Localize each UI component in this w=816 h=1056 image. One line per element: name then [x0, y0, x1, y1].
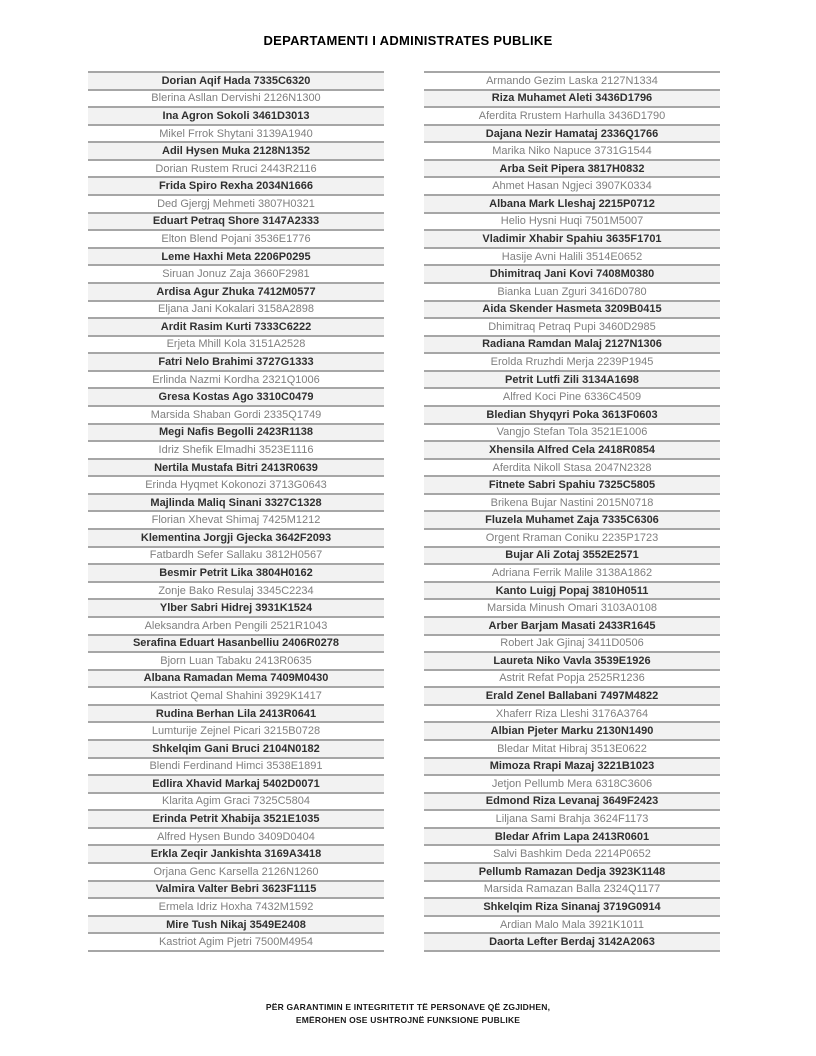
table-row: Vladimir Xhabir Spahiu 3635F1701 [424, 231, 720, 249]
table-row: Mikel Frrok Shytani 3139A1940 [88, 126, 384, 144]
table-row: Ardisa Agur Zhuka 7412M0577 [88, 284, 384, 302]
table-row: Ardian Malo Mala 3921K1011 [424, 917, 720, 935]
table-row: Helio Hysni Huqi 7501M5007 [424, 214, 720, 232]
table-row: Dhimitraq Jani Kovi 7408M0380 [424, 266, 720, 284]
table-row: Kastriot Agim Pjetri 7500M4954 [88, 934, 384, 952]
table-row: Eduart Petraq Shore 3147A2333 [88, 214, 384, 232]
table-row: Ahmet Hasan Ngjeci 3907K0334 [424, 178, 720, 196]
table-row: Erinda Petrit Xhabija 3521E1035 [88, 811, 384, 829]
table-row: Fitnete Sabri Spahiu 7325C5805 [424, 477, 720, 495]
table-row: Arba Seit Pipera 3817H0832 [424, 161, 720, 179]
table-row: Frida Spiro Rexha 2034N1666 [88, 178, 384, 196]
table-row: Majlinda Maliq Sinani 3327C1328 [88, 495, 384, 513]
table-row: Xhensila Alfred Cela 2418R0854 [424, 442, 720, 460]
table-row: Armando Gezim Laska 2127N1334 [424, 73, 720, 91]
table-row: Fatbardh Sefer Sallaku 3812H0567 [88, 548, 384, 566]
table-row: Valmira Valter Bebri 3623F1115 [88, 882, 384, 900]
footer-line-1: PËR GARANTIMIN E INTEGRITETIT TË PERSONAVE QË ZGJIDHEN, [265, 1002, 551, 1012]
table-row: Zonje Bako Resulaj 3345C2234 [88, 583, 384, 601]
table-row: Robert Jak Gjinaj 3411D0506 [424, 636, 720, 654]
table-row: Siruan Jonuz Zaja 3660F2981 [88, 266, 384, 284]
table-row: Erlinda Nazmi Kordha 2321Q1006 [88, 372, 384, 390]
table-row: Shkelqim Riza Sinanaj 3719G0914 [424, 899, 720, 917]
table-row: Klarita Agim Graci 7325C5804 [88, 794, 384, 812]
table-row: Mimoza Rrapi Mazaj 3221B1023 [424, 759, 720, 777]
table-row: Marsida Minush Omari 3103A0108 [424, 600, 720, 618]
left-name-column [88, 71, 384, 952]
table-row: Besmir Petrit Lika 3804H0162 [88, 565, 384, 583]
table-row: Marsida Ramazan Balla 2324Q1177 [424, 882, 720, 900]
table-row: Bjorn Luan Tabaku 2413R0635 [88, 653, 384, 671]
table-row: Albian Pjeter Marku 2130N1490 [424, 723, 720, 741]
table-row: Edlira Xhavid Markaj 5402D0071 [88, 776, 384, 794]
table-row: Aida Skender Hasmeta 3209B0415 [424, 302, 720, 320]
table-row: Serafina Eduart Hasanbelliu 2406R0278 [88, 636, 384, 654]
table-row: Leme Haxhi Meta 2206P0295 [88, 249, 384, 267]
table-row: Albana Mark Lleshaj 2215P0712 [424, 196, 720, 214]
table-row: Aferdita Nikoll Stasa 2047N2328 [424, 460, 720, 478]
table-row: Florian Xhevat Shimaj 7425M1212 [88, 512, 384, 530]
table-row: Xhaferr Riza Lleshi 3176A3764 [424, 706, 720, 724]
table-row: Liljana Sami Brahja 3624F1173 [424, 811, 720, 829]
table-row: Elton Blend Pojani 3536E1776 [88, 231, 384, 249]
table-row: Erinda Hyqmet Kokonozi 3713G0643 [88, 477, 384, 495]
table-row: Aferdita Rrustem Harhulla 3436D1790 [424, 108, 720, 126]
table-row: Orgent Rraman Coniku 2235P1723 [424, 530, 720, 548]
table-row: Shkelqim Gani Bruci 2104N0182 [88, 741, 384, 759]
table-row: Ina Agron Sokoli 3461D3013 [88, 108, 384, 126]
table-row: Erjeta Mhill Kola 3151A2528 [88, 337, 384, 355]
table-row: Petrit Lutfi Zili 3134A1698 [424, 372, 720, 390]
table-row: Astrit Refat Popja 2525R1236 [424, 671, 720, 689]
table-row: Eljana Jani Kokalari 3158A2898 [88, 302, 384, 320]
table-row: Ylber Sabri Hidrej 3931K1524 [88, 600, 384, 618]
table-row: Aleksandra Arben Pengili 2521R1043 [88, 618, 384, 636]
table-row: Lumturije Zejnel Picari 3215B0728 [88, 723, 384, 741]
table-row: Pellumb Ramazan Dedja 3923K1148 [424, 864, 720, 882]
table-row: Blendi Ferdinand Himci 3538E1891 [88, 759, 384, 777]
table-row: Bledar Afrim Lapa 2413R0601 [424, 829, 720, 847]
table-row: Marsida Shaban Gordi 2335Q1749 [88, 407, 384, 425]
table-row: Bledar Mitat Hibraj 3513E0622 [424, 741, 720, 759]
table-row: Brikena Bujar Nastini 2015N0718 [424, 495, 720, 513]
footer-line-2: EMËROHEN OSE USHTROJNË FUNKSIONE PUBLIKE [295, 1015, 521, 1025]
table-row: Erkla Zeqir Jankishta 3169A3418 [88, 846, 384, 864]
table-row: Orjana Genc Karsella 2126N1260 [88, 864, 384, 882]
table-row: Dorian Aqif Hada 7335C6320 [88, 73, 384, 91]
table-row: Daorta Lefter Berdaj 3142A2063 [424, 934, 720, 952]
table-row: Dhimitraq Petraq Pupi 3460D2985 [424, 319, 720, 337]
table-row: Arber Barjam Masati 2433R1645 [424, 618, 720, 636]
table-row: Ermela Idriz Hoxha 7432M1592 [88, 899, 384, 917]
table-row: Mire Tush Nikaj 3549E2408 [88, 917, 384, 935]
table-row: Dajana Nezir Hamataj 2336Q1766 [424, 126, 720, 144]
table-row: Megi Nafis Begolli 2423R1138 [88, 425, 384, 443]
table-row: Marika Niko Napuce 3731G1544 [424, 143, 720, 161]
table-row: Ded Gjergj Mehmeti 3807H0321 [88, 196, 384, 214]
table-row: Adriana Ferrik Malile 3138A1862 [424, 565, 720, 583]
table-row: Kanto Luigj Popaj 3810H0511 [424, 583, 720, 601]
table-row: Salvi Bashkim Deda 2214P0652 [424, 846, 720, 864]
table-row: Laureta Niko Vavla 3539E1926 [424, 653, 720, 671]
table-row: Kastriot Qemal Shahini 3929K1417 [88, 688, 384, 706]
footer-note [0, 1001, 816, 1027]
table-row: Edmond Riza Levanaj 3649F2423 [424, 794, 720, 812]
table-row: Bledian Shyqyri Poka 3613F0603 [424, 407, 720, 425]
table-row: Ardit Rasim Kurti 7333C6222 [88, 319, 384, 337]
table-row: Idriz Shefik Elmadhi 3523E1116 [88, 442, 384, 460]
table-row: Erald Zenel Ballabani 7497M4822 [424, 688, 720, 706]
table-row: Riza Muhamet Aleti 3436D1796 [424, 91, 720, 109]
table-row: Dorian Rustem Rruci 2443R2116 [88, 161, 384, 179]
table-row: Vangjo Stefan Tola 3521E1006 [424, 425, 720, 443]
table-row: Alfred Hysen Bundo 3409D0404 [88, 829, 384, 847]
table-row: Gresa Kostas Ago 3310C0479 [88, 389, 384, 407]
table-row: Adil Hysen Muka 2128N1352 [88, 143, 384, 161]
table-row: Radiana Ramdan Malaj 2127N1306 [424, 337, 720, 355]
table-row: Klementina Jorgji Gjecka 3642F2093 [88, 530, 384, 548]
table-row: Rudina Berhan Lila 2413R0641 [88, 706, 384, 724]
table-row: Jetjon Pellumb Mera 6318C3606 [424, 776, 720, 794]
table-row: Fluzela Muhamet Zaja 7335C6306 [424, 512, 720, 530]
table-row: Alfred Koci Pine 6336C4509 [424, 389, 720, 407]
table-row: Erolda Rruzhdi Merja 2239P1945 [424, 354, 720, 372]
table-row: Hasije Avni Halili 3514E0652 [424, 249, 720, 267]
table-row: Bianka Luan Zguri 3416D0780 [424, 284, 720, 302]
table-row: Albana Ramadan Mema 7409M0430 [88, 671, 384, 689]
table-row: Blerina Asllan Dervishi 2126N1300 [88, 91, 384, 109]
right-name-column [424, 71, 720, 952]
page-title: DEPARTAMENTI I ADMINISTRATES PUBLIKE [263, 33, 553, 48]
table-row: Bujar Ali Zotaj 3552E2571 [424, 548, 720, 566]
table-row: Fatri Nelo Brahimi 3727G1333 [88, 354, 384, 372]
table-row: Nertila Mustafa Bitri 2413R0639 [88, 460, 384, 478]
